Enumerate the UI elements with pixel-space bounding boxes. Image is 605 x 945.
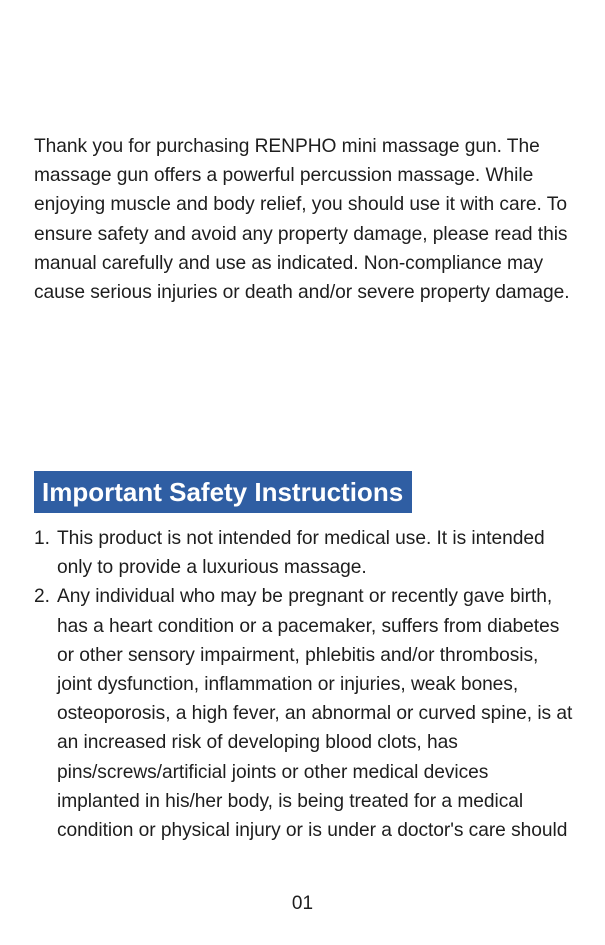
- list-item-text: This product is not intended for medical use. It is intended only to provide a luxurious massage.: [57, 528, 545, 579]
- safety-instructions-list: [34, 524, 574, 845]
- page-number: 01: [291, 893, 314, 914]
- intro-paragraph: Thank you for purchasing RENPHO mini massage gun. The massage gun offers a powerful percussion massage. While enjoying muscle and body relief, you should use it with care. To ensure safety and avoid any property damage, please read this manual carefully and use as indicated. Non-compliance may cause serious injuries or death and/or severe property damage.: [34, 136, 570, 304]
- list-item: [34, 582, 574, 845]
- list-item-number: 2.: [34, 586, 50, 608]
- list-item-text: Any individual who may be pregnant or recently gave birth, has a heart condition or a pacemaker, suffers from diabetes or other sensory impairment, phlebitis and/or thrombosis, joint dysfunction, inflammation or injuries, weak bones, osteoporosis, a high fever, an abnormal or curved spine, is at an increased risk of developing blood clots, has pins/screws/artificial joints or other medical devices implanted in his/her body, is being treated for a medical condition or physical injury or is under a doctor's care should: [57, 586, 573, 842]
- list-item-number: 1.: [34, 528, 50, 549]
- section-heading: Important Safety Instructions: [34, 471, 412, 513]
- list-item: [34, 524, 574, 582]
